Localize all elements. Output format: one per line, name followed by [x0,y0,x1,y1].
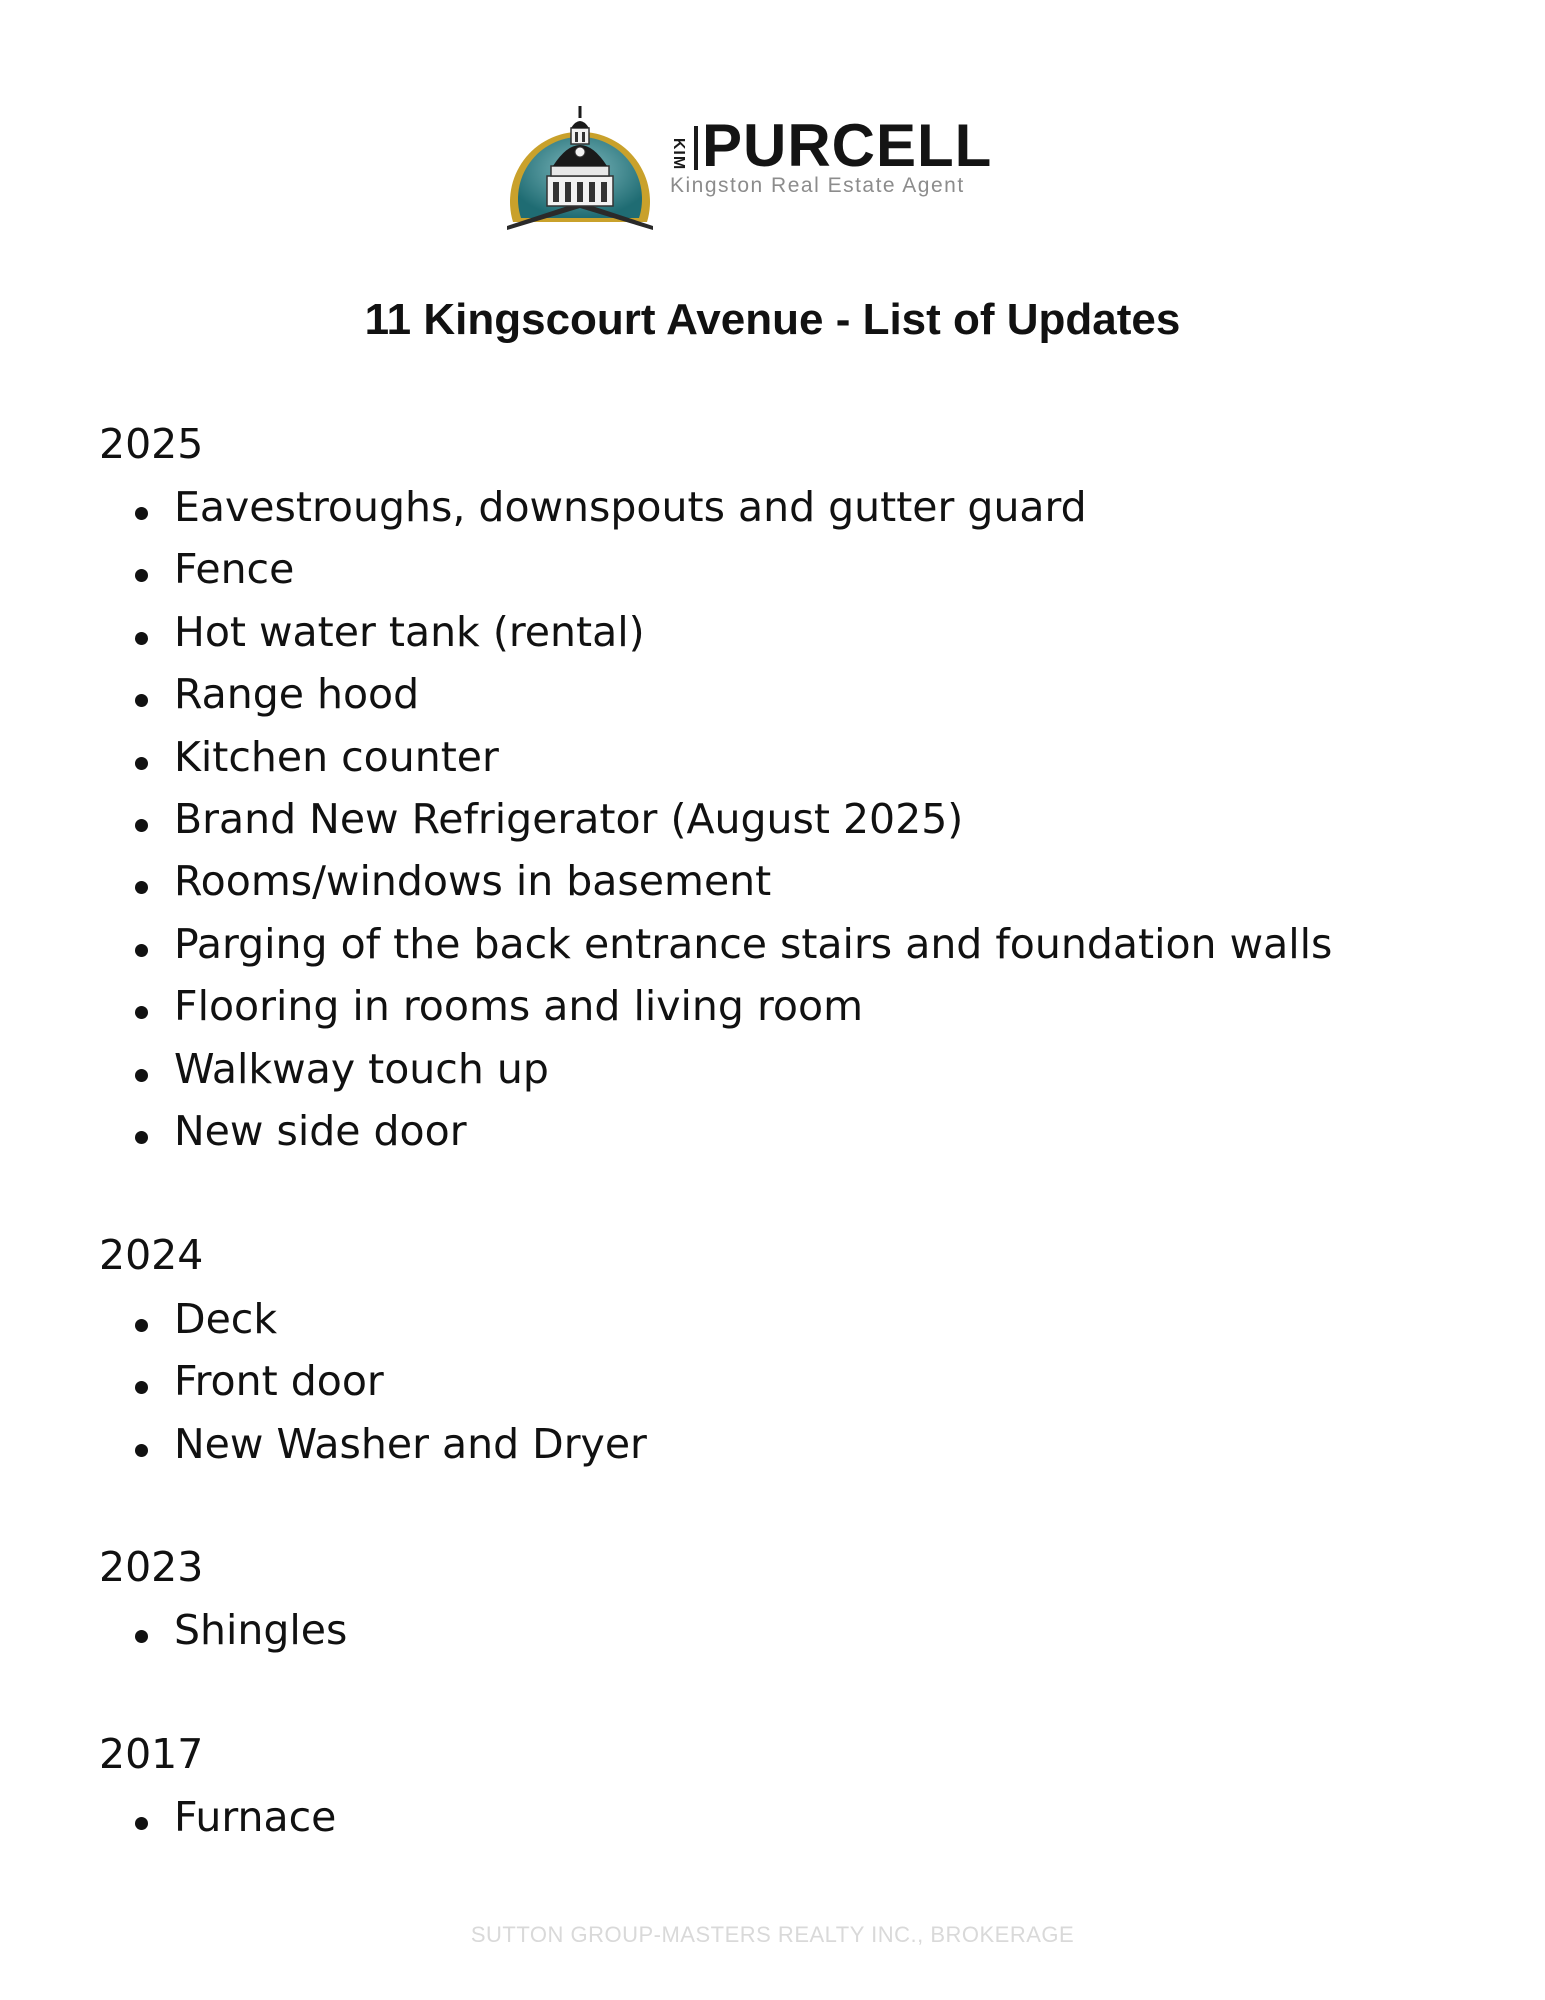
bullet-icon [135,881,148,894]
bullet-icon [135,944,148,957]
bullet-icon [135,632,148,645]
city-hall-dome-icon [487,84,673,230]
bullet-icon [135,1630,148,1643]
logo-tagline: Kingston Real Estate Agent [670,174,965,197]
logo-kim-text: KIM [670,137,687,171]
bullet-icon [135,1069,148,1082]
bullet-icon [135,569,148,582]
bullet-icon [135,1131,148,1144]
page-title: 11 Kingscourt Avenue - List of Updates [364,295,1181,344]
year-heading-2024: 2024 [99,1231,204,1279]
bullet-icon [135,1444,148,1457]
bullet-icon [135,819,148,832]
year-heading-2017: 2017 [99,1730,204,1778]
bullet-icon [135,694,148,707]
year-heading-2023: 2023 [99,1543,204,1591]
brokerage-watermark: SUTTON GROUP-MASTERS REALTY INC., BROKERAGE [470,1922,1075,1947]
bullet-icon [135,1817,148,1830]
bullet-icon [135,507,148,520]
logo-divider [694,126,698,170]
logo-name: PURCELL [702,112,993,179]
bullet-icon [135,1006,148,1019]
bullet-icon [135,1381,148,1394]
bullet-icon [135,1319,148,1332]
year-heading-2025: 2025 [99,420,204,468]
bullet-icon [135,757,148,770]
